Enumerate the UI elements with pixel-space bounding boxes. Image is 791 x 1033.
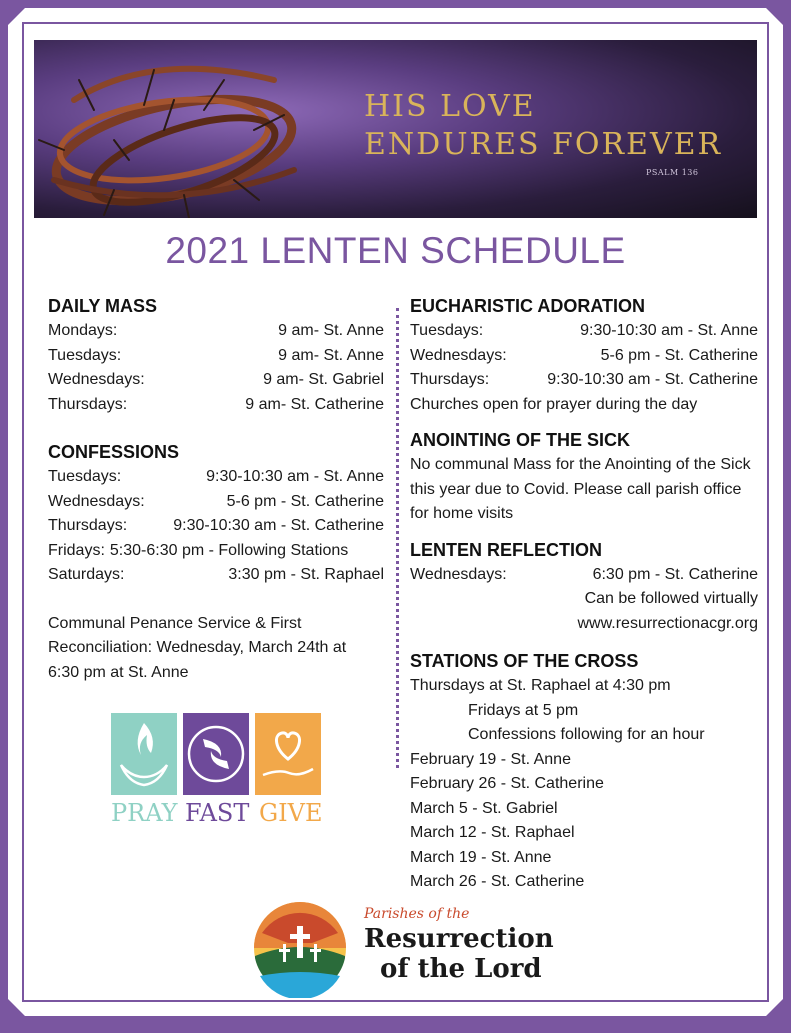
give-label: GIVE — [259, 799, 323, 827]
schedule-row — [48, 368, 384, 393]
time-location: 9:30-10:30 am - St. Catherine — [547, 371, 758, 388]
schedule-row — [48, 319, 384, 344]
banner-line2: ENDURES FOREVER — [364, 127, 723, 162]
time-location: 9 am- St. Anne — [278, 346, 384, 364]
day-label: Wednesdays: — [48, 371, 145, 388]
stations-heading: STATIONS OF THE CROSS — [410, 651, 639, 671]
time-location: 3:30 pm - St. Raphael — [228, 566, 384, 583]
day-label: Tuesdays: — [410, 322, 484, 339]
flyer-page — [34, 40, 757, 1000]
day-label: Tuesdays: — [48, 346, 122, 364]
praying-hands-flame-icon — [111, 713, 177, 795]
stations-line: Thursdays at St. Raphael at 4:30 pm — [410, 677, 671, 694]
header-banner — [34, 40, 757, 218]
schedule-row — [48, 393, 384, 418]
fast-label: FAST — [185, 799, 250, 827]
reflection-heading: LENTEN REFLECTION — [410, 539, 602, 560]
daily-mass-heading: DAILY MASS — [48, 296, 158, 316]
org-script: Parishes of the — [364, 906, 470, 922]
fish-icon — [183, 713, 249, 795]
confessions-heading: CONFESSIONS — [48, 442, 180, 462]
stations-date: February 19 - St. Anne — [410, 750, 571, 768]
stations-date: March 26 - St. Catherine — [410, 873, 585, 890]
time-location: 9 am- St. Gabriel — [263, 371, 384, 388]
stations-line: Confessions following for an hour — [468, 726, 705, 743]
left-column — [48, 293, 384, 685]
resurrection-emblem-icon — [252, 898, 348, 998]
virtual-note: Can be followed virtually — [584, 590, 758, 607]
fast-tile — [183, 713, 249, 795]
schedule-row — [48, 490, 384, 515]
org-name-line2: of the Lord — [380, 954, 542, 984]
time-location: 5-6 pm - St. Catherine — [600, 346, 758, 364]
schedule-row — [410, 563, 758, 588]
column-divider — [396, 308, 399, 768]
day-label: Wednesdays: — [48, 492, 145, 510]
banner-line1: HIS LOVE — [364, 89, 536, 124]
pray-label: PRAY — [111, 799, 178, 827]
time-location: 9 am- St. Anne — [278, 322, 384, 339]
day-label: Thursdays: — [410, 371, 490, 388]
adoration-note: Churches open for prayer during the day — [410, 395, 698, 413]
banner-psalm: PSALM 136 — [646, 168, 699, 177]
heart-hand-icon — [255, 713, 321, 795]
time-location: 9:30-10:30 am - St. Anne — [206, 468, 384, 485]
parish-logo — [252, 898, 552, 998]
time-location: 5-6 pm - St. Catherine — [226, 492, 384, 510]
stations-date: March 5 - St. Gabriel — [410, 799, 558, 817]
stations-date: March 19 - St. Anne — [410, 848, 552, 866]
time-location: 5:30-6:30 pm - Following Stations — [109, 541, 349, 559]
schedule-row — [48, 344, 384, 369]
day-label: Thursdays: — [48, 517, 128, 534]
schedule-row — [410, 368, 758, 393]
schedule-row — [48, 539, 384, 564]
stations-date: March 12 - St. Raphael — [410, 824, 575, 841]
schedule-row — [410, 344, 758, 369]
adoration-heading: EUCHARISTIC ADORATION — [410, 296, 645, 316]
schedule-row — [48, 465, 384, 490]
time-location: 9 am- St. Catherine — [245, 395, 384, 413]
right-column — [410, 293, 758, 895]
day-label: Fridays: — [48, 541, 105, 559]
org-name-line1: Resurrection — [364, 924, 554, 954]
day-label: Saturdays: — [48, 566, 125, 583]
day-label: Mondays: — [48, 322, 118, 339]
anointing-text: No communal Mass for the Anointing of the Sick this year due to Covid. Please call parish office for home visits — [410, 456, 751, 522]
penance-service-note: Communal Penance Service & First Reconciliation: Wednesday, March 24th at 6:30 pm at St. Anne — [48, 614, 347, 681]
org-name — [364, 924, 554, 984]
time-location: 6:30 pm - St. Catherine — [592, 565, 758, 583]
time-location: 9:30-10:30 am - St. Anne — [580, 322, 758, 339]
day-label: Tuesdays: — [48, 468, 122, 485]
time-location: 9:30-10:30 am - St. Catherine — [173, 517, 384, 534]
day-label: Thursdays: — [48, 395, 128, 413]
day-label: Wednesdays: — [410, 565, 507, 583]
pray-tile — [111, 713, 177, 795]
stations-date: February 26 - St. Catherine — [410, 775, 604, 792]
schedule-row — [410, 319, 758, 344]
schedule-row — [48, 563, 384, 588]
banner-title — [364, 88, 722, 164]
anointing-heading: ANOINTING OF THE SICK — [410, 430, 630, 450]
schedule-row — [48, 514, 384, 539]
page-title: 2021 LENTEN SCHEDULE — [165, 230, 626, 271]
day-label: Wednesdays: — [410, 346, 507, 364]
stations-line: Fridays at 5 pm — [468, 701, 579, 719]
give-tile — [255, 713, 321, 795]
website-url: www.resurrectionacgr.org — [577, 614, 758, 632]
pray-fast-give-logo — [111, 713, 321, 833]
